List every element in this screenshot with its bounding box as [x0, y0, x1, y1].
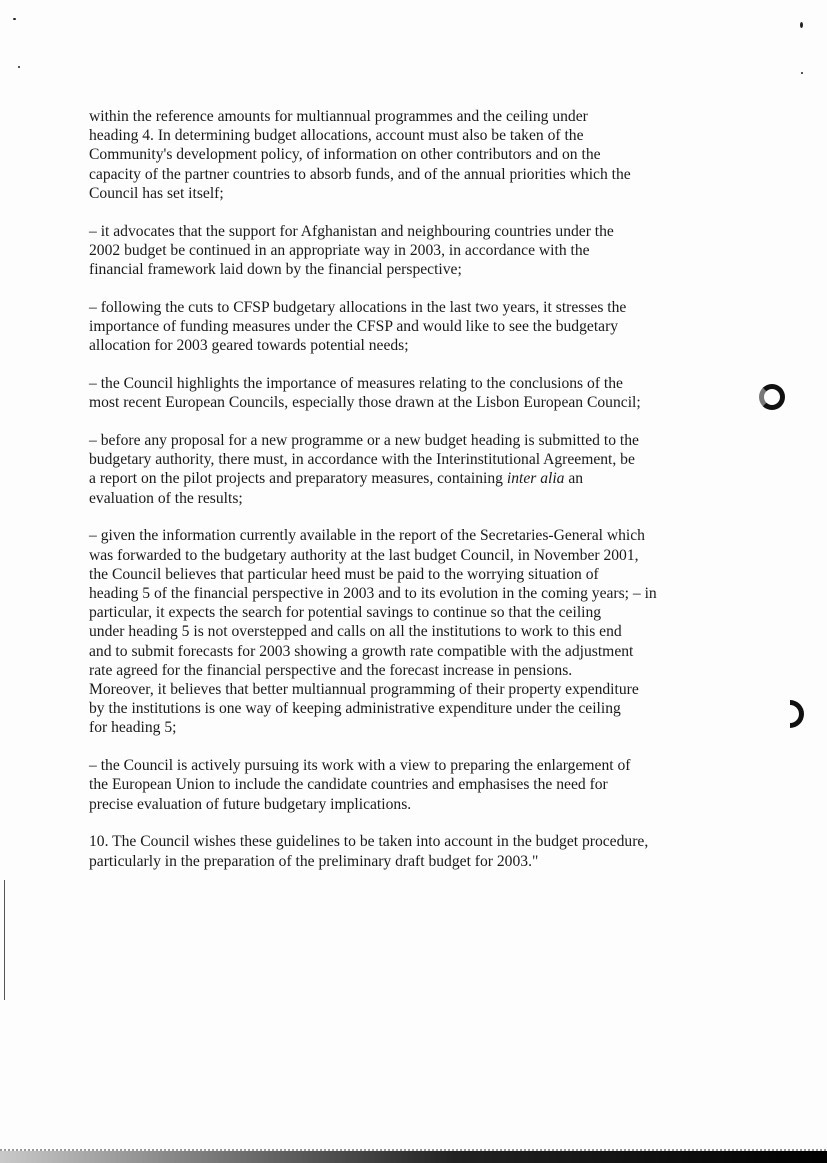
- text-line-with-italic: [89, 469, 709, 488]
- text-line: particular, it expects the search for potential savings to continue so that the ceiling: [89, 604, 602, 622]
- text-line: precise evaluation of future budgetary implications.: [89, 795, 412, 813]
- text-line: the European Union to include the candidate countries and emphasises the need for: [89, 776, 608, 794]
- paragraph-enlargement: [89, 756, 709, 814]
- text-line: heading 5 of the financial perspective in 2003 and to its evolution in the coming years; – in: [89, 585, 657, 603]
- text-line: for heading 5;: [89, 719, 177, 737]
- text-line: Moreover, it believes that better multiannual programming of their property expenditure: [89, 681, 639, 699]
- document-body: [89, 107, 709, 889]
- paragraph-pilot-projects: [89, 431, 709, 508]
- text-line: capacity of the partner countries to absorb funds, and of the annual priorities which the: [89, 165, 631, 183]
- text-line: was forwarded to the budgetary authority at the last budget Council, in November 2001,: [89, 546, 639, 564]
- text-line: importance of funding measures under the CFSP and would like to see the budgetary: [89, 318, 619, 336]
- text-line: – before any proposal for a new programme or a new budget heading is submitted to the: [89, 432, 639, 450]
- paragraph-afghanistan: [89, 222, 709, 280]
- text-line: the Council believes that particular heed must be paid to the worrying situation of: [89, 565, 599, 583]
- scan-speck: [18, 66, 20, 68]
- punch-hole-mark: [790, 700, 804, 728]
- text-line: most recent European Councils, especially those drawn at the Lisbon European Council;: [89, 394, 641, 412]
- text-line: allocation for 2003 geared towards potential needs;: [89, 337, 409, 355]
- text-line: and to submit forecasts for 2003 showing a growth rate compatible with the adjustment: [89, 642, 634, 660]
- text-line: by the institutions is one way of keeping administrative expenditure under the ceiling: [89, 700, 621, 718]
- text-line: heading 4. In determining budget allocations, account must also be taken of the: [89, 127, 584, 145]
- text-fragment: a report on the pilot projects and preparatory measures, containing: [89, 470, 507, 488]
- text-line: evaluation of the results;: [89, 489, 243, 507]
- paragraph-guidelines: [89, 832, 709, 870]
- text-line: – given the information currently available in the report of the Secretaries-General which: [89, 527, 645, 545]
- scan-edge-line: [4, 880, 5, 1000]
- text-line: – the Council highlights the importance of measures relating to the conclusions of the: [89, 375, 623, 393]
- paragraph-reference-amounts: [89, 107, 709, 203]
- text-line: Community's development policy, of information on other contributors and on the: [89, 146, 601, 164]
- text-line: financial framework laid down by the financial perspective;: [89, 261, 462, 279]
- text-line: budgetary authority, there must, in accordance with the Interinstitutional Agreement, be: [89, 451, 635, 469]
- italic-phrase: inter alia: [506, 470, 565, 488]
- paragraph-cfsp: [89, 298, 709, 356]
- scan-speck: [800, 22, 803, 28]
- text-line: rate agreed for the financial perspective and the forecast increase in pensions.: [89, 661, 573, 679]
- scan-speck: [801, 72, 803, 74]
- text-line: – following the cuts to CFSP budgetary allocations in the last two years, it stresses the: [89, 298, 627, 316]
- text-line: 2002 budget be continued in an appropriate way in 2003, in accordance with the: [89, 241, 590, 259]
- punch-hole-mark: [759, 384, 785, 410]
- text-line: particularly in the preparation of the preliminary draft budget for 2003.": [89, 852, 539, 870]
- text-line: within the reference amounts for multiannual programmes and the ceiling under: [89, 108, 588, 125]
- paragraph-heading-5: [89, 526, 709, 737]
- text-fragment: an: [564, 470, 584, 488]
- text-line: Council has set itself;: [89, 184, 224, 202]
- scan-bottom-border: [0, 1151, 827, 1163]
- text-line: under heading 5 is not overstepped and calls on all the institutions to work to this end: [89, 623, 622, 641]
- text-line: 10. The Council wishes these guidelines to be taken into account in the budget procedure,: [89, 833, 649, 851]
- scan-speck: [13, 18, 16, 20]
- text-line: – the Council is actively pursuing its work with a view to preparing the enlargement of: [89, 757, 631, 775]
- paragraph-lisbon: [89, 374, 709, 412]
- text-line: – it advocates that the support for Afghanistan and neighbouring countries under the: [89, 222, 614, 240]
